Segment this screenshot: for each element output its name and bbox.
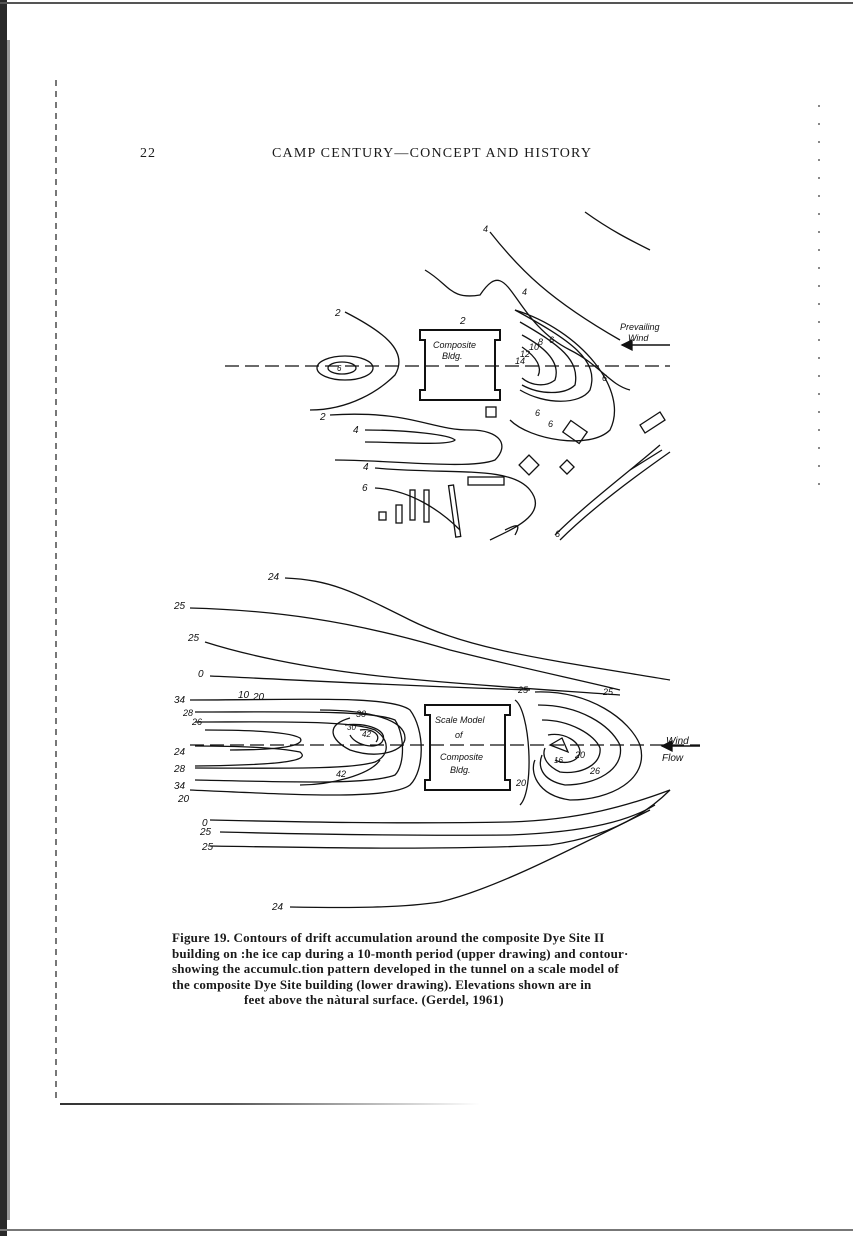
contour-line — [290, 810, 650, 907]
contour-label: 4 — [522, 287, 528, 297]
contour-line — [365, 430, 455, 443]
contour-line — [205, 642, 620, 695]
contour-line — [210, 790, 670, 848]
contour-label: 28 — [174, 764, 186, 775]
contour-label: 14 — [515, 356, 526, 366]
contour-label: 10 — [529, 342, 540, 352]
contour-label: 4 — [363, 462, 369, 473]
contour-label: 4 — [483, 224, 489, 234]
contour-label: 25 — [518, 685, 529, 695]
caption-line: building on :he ice cap during a 10-month period (upper drawing) and contour· — [172, 945, 629, 961]
contour-label: 24 — [174, 747, 186, 758]
upper-structure — [424, 490, 429, 522]
upper-structure — [396, 505, 402, 523]
contour-label: 25 — [603, 687, 614, 697]
upper-structure — [640, 412, 665, 433]
contour-line — [195, 746, 302, 766]
contour-line — [542, 720, 600, 773]
scan-artifact-rule — [60, 1103, 480, 1105]
upper-drawing — [225, 212, 670, 540]
contour-label: 6 — [548, 419, 554, 429]
scan-edge-left — [0, 0, 7, 1236]
contour-label: 8 — [538, 337, 544, 347]
contour-label: 42 — [362, 730, 371, 739]
figure-caption — [172, 930, 712, 1008]
contour-label: 34 — [174, 781, 186, 792]
contour-drawing — [150, 190, 710, 920]
contour-label: 6 — [362, 483, 368, 494]
running-head: CAMP CENTURY—CONCEPT AND HISTORY — [272, 146, 593, 161]
contour-line — [490, 232, 620, 340]
contour-label: 12 — [520, 349, 531, 359]
scan-edge-top — [0, 2, 853, 4]
contour-line — [210, 790, 670, 823]
contour-label: 25 — [200, 827, 212, 838]
upper-structure — [379, 512, 386, 520]
wind-label-lower-2: Flow — [662, 753, 684, 764]
contour-label: 6 — [555, 529, 561, 539]
contour-line — [533, 692, 641, 800]
contour-island-inner — [328, 362, 356, 374]
caption-line: showing the accumulc.tion pattern developed in the tunnel on a scale model of — [172, 961, 619, 976]
contour-label: 6 — [337, 364, 342, 373]
contour-label: 26 — [590, 766, 601, 776]
upper-structure — [410, 490, 415, 520]
contour-label: 20 — [516, 778, 527, 788]
contour-line — [510, 310, 614, 441]
lower-building-label-2: of — [455, 730, 463, 740]
caption-line: feet above the nàtural surface. (Gerdel, 1961) — [244, 992, 504, 1007]
contour-label: 6 — [535, 408, 541, 418]
contour-label: 25 — [174, 601, 186, 612]
contour-line — [555, 445, 660, 535]
scan-edge-bottom — [0, 1229, 853, 1231]
lower-building-label-4: Bldg. — [450, 765, 471, 775]
contour-label: 30 — [347, 723, 356, 732]
contour-line — [375, 488, 460, 530]
contour-line — [210, 676, 530, 690]
page-number: 22 — [140, 146, 156, 161]
contour-label: 25 — [202, 842, 214, 853]
contour-label: 0 — [202, 818, 208, 829]
wind-label-upper-2: Wind — [628, 333, 649, 343]
contour-line — [515, 700, 529, 805]
contour-island — [317, 356, 373, 380]
upper-small-structure — [486, 407, 496, 417]
contour-label: 20 — [575, 750, 586, 760]
contour-label: 24 — [272, 902, 284, 913]
contour-label: 24 — [268, 572, 280, 583]
contour-label: 2 — [335, 308, 341, 319]
contour-label: 20 — [253, 692, 265, 703]
upper-building-label-1: Composite — [433, 340, 477, 350]
contour-label: 10 — [238, 690, 250, 701]
contour-label: 28 — [183, 708, 194, 718]
contour-label: 6 — [549, 335, 555, 345]
upper-building-label-2: Bldg. — [442, 351, 463, 361]
contour-line — [585, 212, 650, 250]
caption-line: the composite Dye Site building (lower drawing). Elevations shown are in — [172, 976, 592, 992]
lower-building-label-3: Composite — [440, 752, 484, 762]
contour-label: 0 — [198, 669, 204, 680]
wind-label-lower-1: Wind — [666, 736, 689, 747]
contour-line — [330, 414, 502, 464]
contour-line — [285, 578, 670, 680]
contour-label: 26 — [192, 717, 203, 727]
scan-artifact-left — [55, 80, 57, 1100]
upper-structure — [560, 460, 574, 474]
contour-line — [220, 805, 655, 835]
contour-label: 34 — [174, 695, 186, 706]
contour-label: 30 — [356, 709, 367, 719]
contour-label: 16 — [554, 756, 563, 765]
wind-label-upper-1: Prevailing — [620, 322, 660, 332]
contour-label: 25 — [188, 633, 200, 644]
contour-label: 20 — [178, 794, 190, 805]
contour-label: 4 — [353, 425, 359, 436]
contour-label: 6 — [602, 373, 608, 383]
caption-line: Figure 19. Contours of drift accumulation around the composite Dye Site II — [172, 930, 605, 945]
lower-building-label-1: Scale Model — [435, 715, 485, 725]
scan-edge-left-inner — [7, 40, 10, 1220]
contour-label: 2 — [320, 412, 326, 423]
upper-structure — [468, 477, 504, 485]
contour-label: 42 — [336, 769, 347, 779]
figure-19 — [150, 190, 710, 920]
contour-line — [630, 450, 662, 470]
contour-label: 2 — [460, 316, 466, 327]
scan-artifact-right — [818, 105, 820, 485]
lower-drawing — [173, 572, 700, 913]
upper-structure — [519, 455, 539, 475]
contour-line — [560, 452, 670, 540]
